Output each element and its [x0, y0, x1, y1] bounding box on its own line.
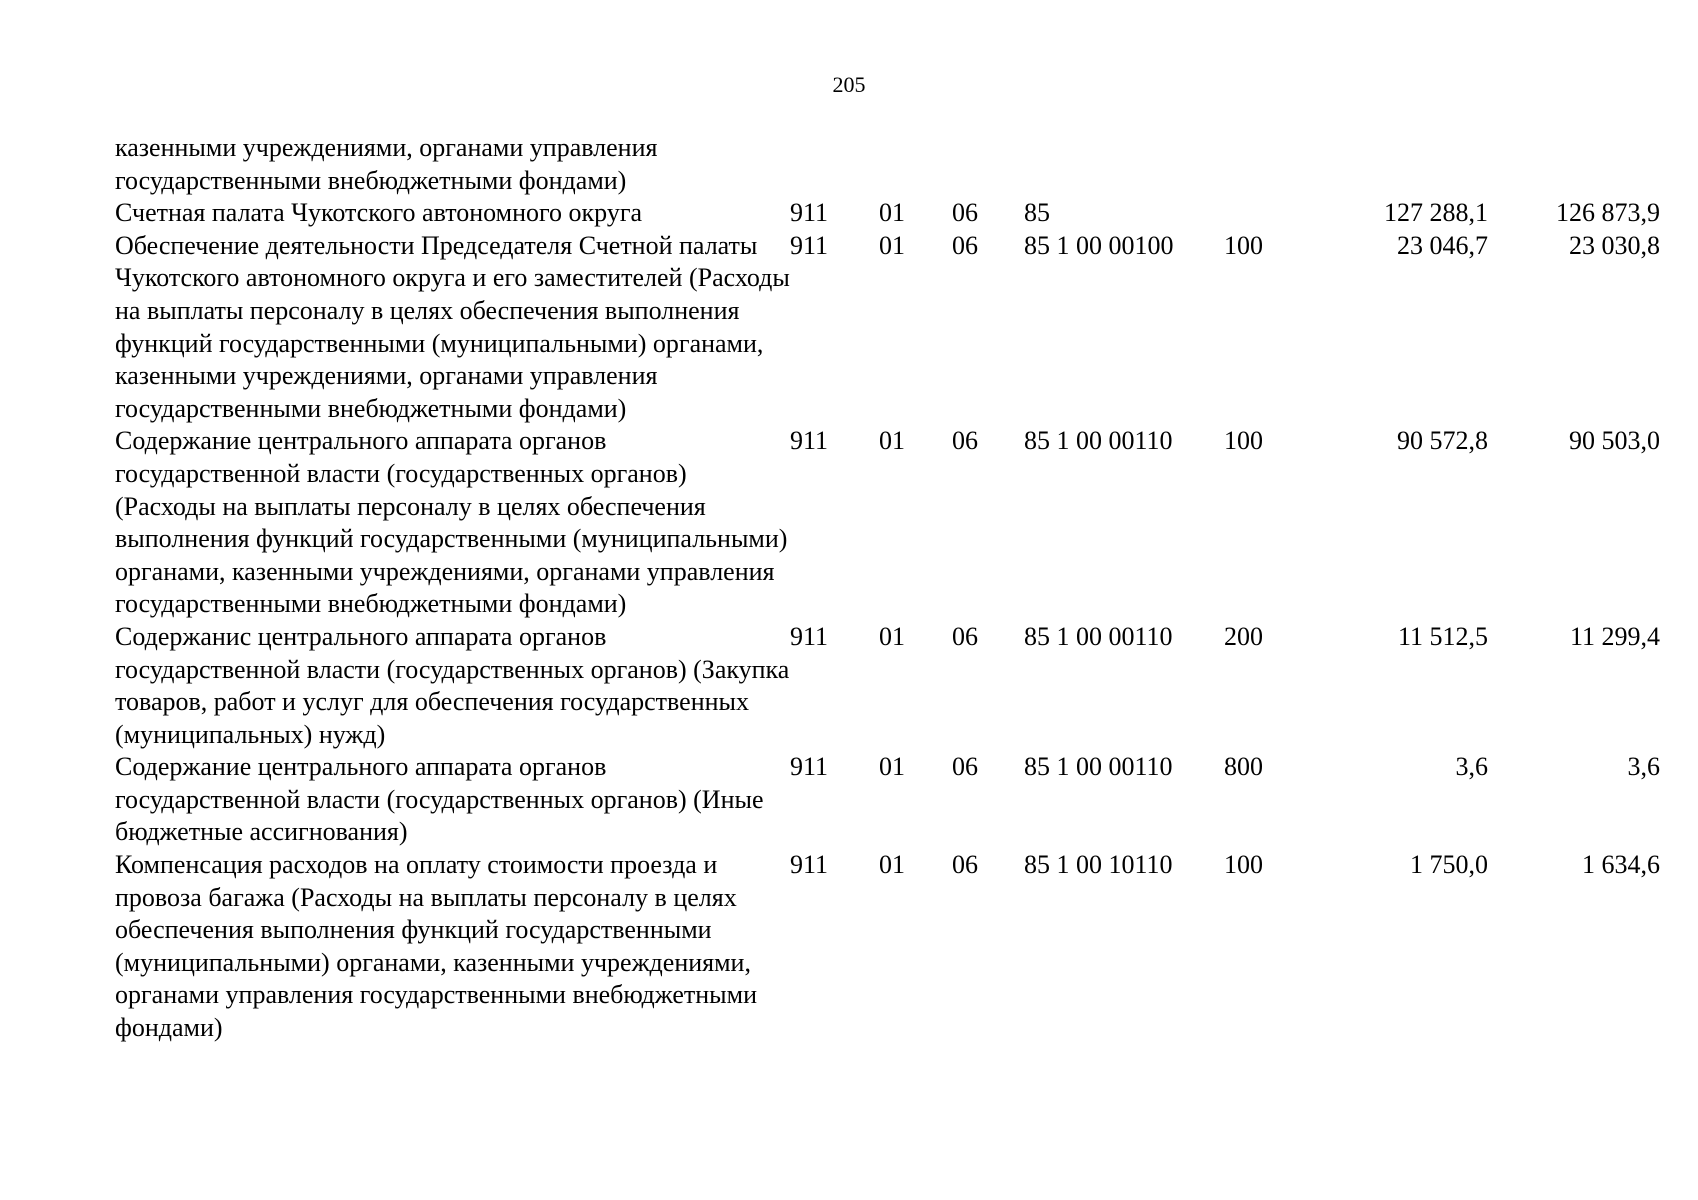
- row-target-article: [1024, 132, 1224, 197]
- row-target-article: 85 1 00 00100: [1024, 230, 1174, 260]
- table-row: [115, 230, 1660, 426]
- row-expense-type: [1224, 132, 1342, 197]
- table-row: [115, 425, 1660, 621]
- row-name: Содержанис центрального аппарата органов государственной власти (государственных органов) (Закупка товаров, работ и услуг для обеспечения государственных (муниципальных) нужд): [115, 621, 790, 749]
- row-grbs-code: 911: [790, 850, 829, 880]
- row-section-code: 01: [879, 426, 905, 456]
- row-grbs-code: 911: [790, 621, 829, 651]
- row-subsection-code: 06: [952, 426, 978, 456]
- row-sum-executed: [1488, 132, 1660, 197]
- row-sum-executed: 126 873,9: [1556, 198, 1660, 228]
- row-target-article: 85 1 00 00110: [1024, 621, 1173, 651]
- row-expense-type: 100: [1224, 230, 1263, 260]
- row-expense-type: 100: [1224, 850, 1263, 880]
- row-subsection-code: [952, 132, 1024, 197]
- row-sum-executed: 90 503,0: [1569, 426, 1660, 456]
- row-subsection-code: 06: [952, 752, 978, 782]
- table-row: [115, 132, 1660, 197]
- row-target-article: 85: [1024, 198, 1050, 228]
- row-grbs-code: 911: [790, 198, 829, 228]
- row-grbs-code: 911: [790, 230, 829, 260]
- row-name: Содержание центрального аппарата органов государственной власти (государственных органов) (Расходы на выплаты персоналу в целях обеспечения выполнения функций государственными (муниципальными) органами, казенными учреждениями, органами управления государственными внебюджетными фондами): [115, 426, 788, 619]
- row-expense-type: 200: [1224, 621, 1263, 651]
- row-target-article: 85 1 00 10110: [1024, 850, 1173, 880]
- row-sum-planned: 11 512,5: [1397, 621, 1488, 651]
- row-sum-planned: [1342, 132, 1488, 197]
- table-row: [115, 751, 1660, 849]
- row-expense-type: [1224, 197, 1342, 230]
- row-subsection-code: 06: [952, 198, 978, 228]
- row-sum-executed: 3,6: [1627, 752, 1660, 782]
- row-subsection-code: 06: [952, 230, 978, 260]
- row-sum-planned: 3,6: [1455, 752, 1488, 782]
- row-name: Счетная палата Чукотского автономного округа: [115, 198, 643, 228]
- row-sum-executed: 1 634,6: [1582, 850, 1660, 880]
- row-section-code: 01: [879, 621, 905, 651]
- row-grbs-code: 911: [790, 752, 829, 782]
- row-sum-planned: 1 750,0: [1410, 850, 1488, 880]
- budget-table: [115, 132, 1660, 1045]
- row-section-code: [879, 132, 952, 197]
- row-name: Содержание центрального аппарата органов государственной власти (государственных органов) (Иные бюджетные ассигнования): [115, 752, 764, 847]
- row-expense-type: 100: [1224, 426, 1263, 456]
- row-section-code: 01: [879, 198, 905, 228]
- row-grbs-code: 911: [790, 426, 829, 456]
- row-sum-planned: 127 288,1: [1384, 198, 1488, 228]
- row-sum-planned: 23 046,7: [1397, 230, 1488, 260]
- table-row: [115, 621, 1660, 751]
- row-name: казенными учреждениями, органами управления государственными внебюджетными фондами): [115, 133, 658, 195]
- row-target-article: 85 1 00 00110: [1024, 752, 1173, 782]
- row-section-code: 01: [879, 850, 905, 880]
- row-expense-type: 800: [1224, 752, 1263, 782]
- row-name: Компенсация расходов на оплату стоимости проезда и провоза багажа (Расходы на выплаты персоналу в целях обеспечения выполнения функций государственными (муниципальными) органами, казенными учреждениями, органами управления государственными внебюджетными фондами): [115, 850, 758, 1043]
- row-name: Обеспечение деятельности Председателя Счетной палаты Чукотского автономного округа и его заместителей (Расходы на выплаты персоналу в целях обеспечения выполнения функций государственными (муниципальными) органами, казенными учреждениями, органами управления государственными внебюджетными фондами): [115, 230, 790, 423]
- row-sum-executed: 23 030,8: [1569, 230, 1660, 260]
- row-sum-planned: 90 572,8: [1397, 426, 1488, 456]
- row-section-code: 01: [879, 752, 905, 782]
- row-subsection-code: 06: [952, 621, 978, 651]
- row-target-article: 85 1 00 00110: [1024, 426, 1173, 456]
- table-row: [115, 197, 1660, 230]
- row-subsection-code: 06: [952, 850, 978, 880]
- row-section-code: 01: [879, 230, 905, 260]
- page-number: 205: [832, 72, 866, 97]
- row-grbs-code: [790, 132, 879, 197]
- row-sum-executed: 11 299,4: [1569, 621, 1660, 651]
- table-row: [115, 849, 1660, 1045]
